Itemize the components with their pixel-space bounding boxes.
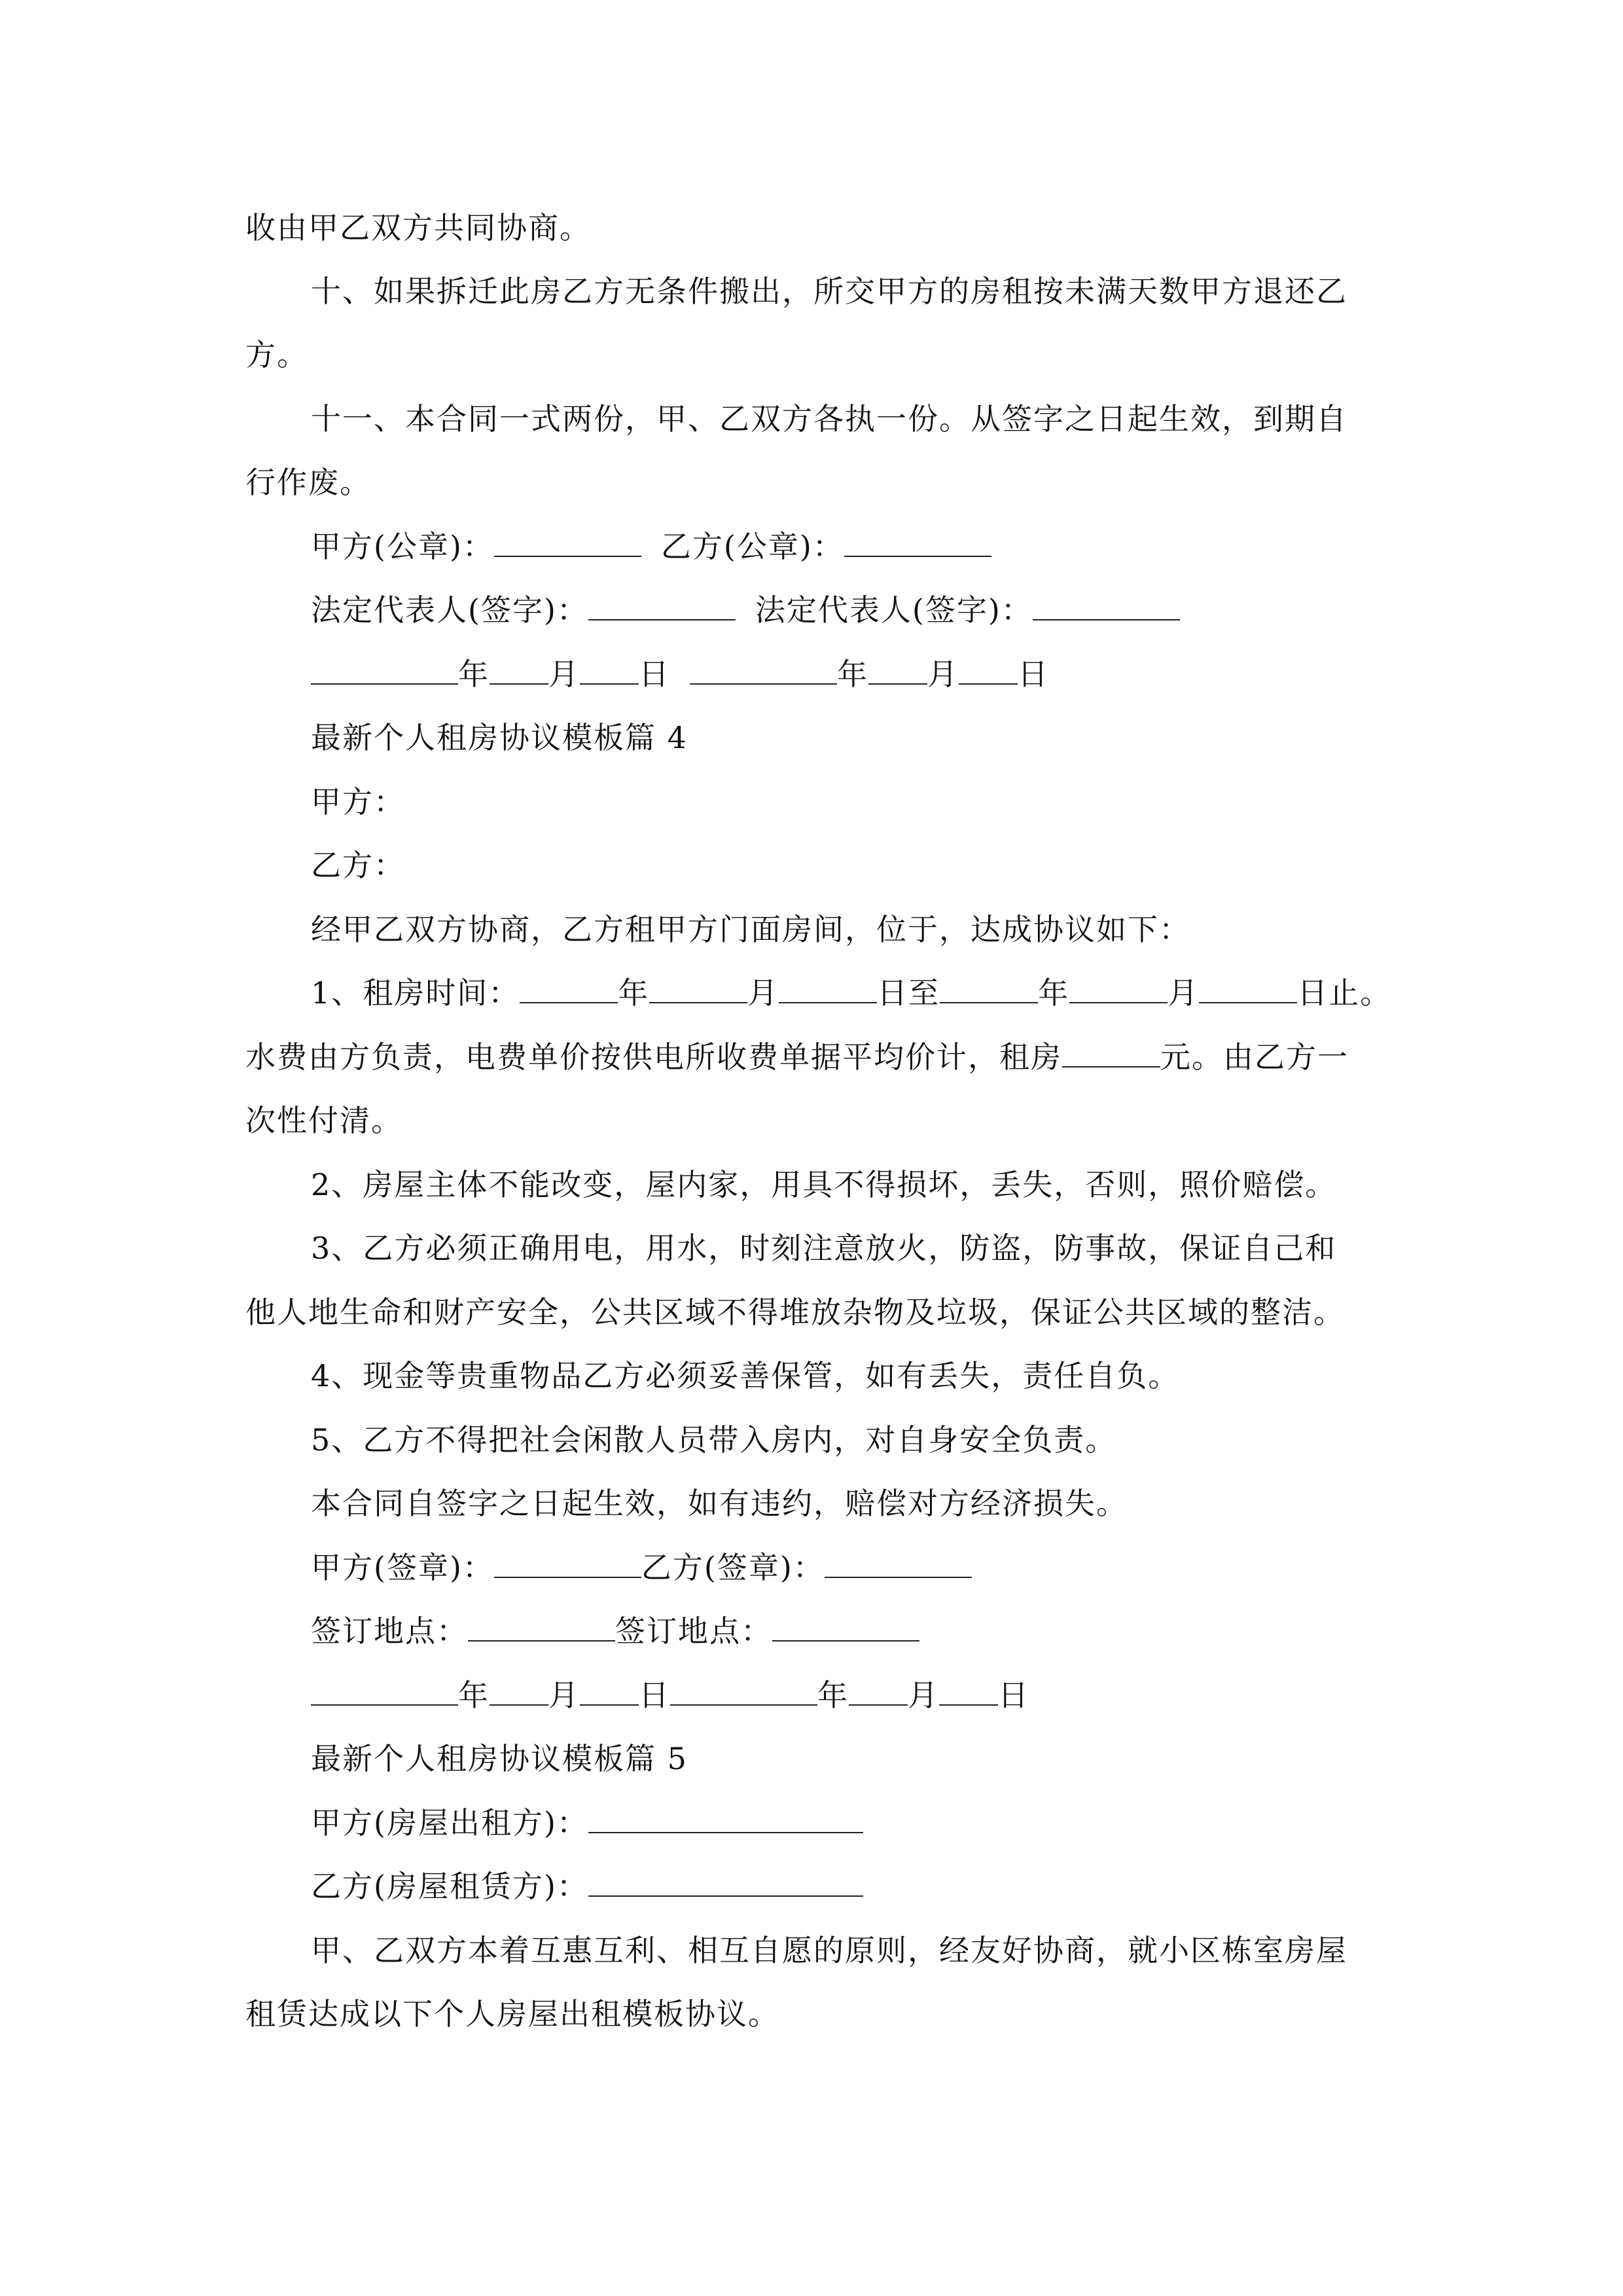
- section-5-intro-line-2: [245, 1994, 779, 2034]
- month-blank[interactable]: [849, 1676, 908, 1706]
- text: 次性付清。: [245, 1103, 402, 1138]
- item-3-line-1: [311, 1229, 1336, 1268]
- section-4-intro: [311, 910, 1190, 949]
- day-blank[interactable]: [580, 655, 639, 685]
- place-b-label: 签订地点：: [615, 1613, 772, 1649]
- clause-11-line-2: [245, 463, 371, 502]
- month-label: 月: [548, 1677, 580, 1713]
- section-4-title: [311, 718, 688, 757]
- text: 方。: [245, 337, 308, 372]
- place-a-label: 签订地点：: [311, 1613, 468, 1649]
- date-line: [311, 655, 1049, 694]
- text: 5、乙方不得把社会闲散人员带入房内，对自身安全负责。: [311, 1422, 1117, 1458]
- day-label: 日: [998, 1677, 1029, 1713]
- year-label: 年: [837, 656, 868, 692]
- start-day-blank[interactable]: [779, 973, 877, 1003]
- text: 4、现金等贵重物品乙方必须妥善保管，如有丢失，责任自负。: [311, 1358, 1180, 1393]
- section-4-party-a: [311, 782, 405, 821]
- section-5-lessee: [311, 1867, 863, 1906]
- text: 2、房屋主体不能改变，屋内家，用具不得损坏，丢失，否则，照价赔偿。: [311, 1167, 1337, 1202]
- text: 行作废。: [245, 465, 371, 500]
- month-label: 月: [927, 656, 959, 692]
- place-b-blank[interactable]: [772, 1611, 919, 1641]
- text: 最新个人租房协议模板篇 4: [311, 720, 688, 755]
- year-blank[interactable]: [311, 655, 458, 685]
- place-a-blank[interactable]: [468, 1611, 615, 1641]
- month-blank[interactable]: [490, 1676, 548, 1706]
- sign-a-label: 甲方(签章)：: [311, 1550, 494, 1585]
- month-blank[interactable]: [868, 655, 927, 685]
- day-blank[interactable]: [580, 1676, 639, 1706]
- item-2: [311, 1165, 1336, 1204]
- start-month-blank[interactable]: [649, 973, 747, 1003]
- year-blank[interactable]: [670, 1676, 817, 1706]
- item-4: [311, 1356, 1179, 1395]
- item-1-line-2: [245, 1037, 1349, 1077]
- year-label: 年: [618, 975, 650, 1011]
- section-5-title: [311, 1739, 688, 1778]
- signature-line: [311, 1548, 972, 1587]
- rent-amount-blank[interactable]: [1062, 1037, 1160, 1067]
- place-line: [311, 1611, 919, 1651]
- start-year-blank[interactable]: [520, 973, 618, 1003]
- year-blank[interactable]: [690, 655, 837, 685]
- text: 1、租房时间：: [311, 975, 520, 1011]
- lessee-blank[interactable]: [588, 1867, 863, 1897]
- rep-b-blank[interactable]: [1033, 590, 1180, 620]
- month-label: 月: [548, 656, 580, 692]
- day-blank[interactable]: [939, 1676, 998, 1706]
- sign-b-label: 乙方(签章)：: [641, 1550, 825, 1585]
- year-label: 年: [458, 1677, 490, 1713]
- item-5: [311, 1420, 1116, 1460]
- rep-b-label: 法定代表人(签字)：: [755, 592, 1033, 628]
- day-label: 日: [639, 656, 670, 692]
- rep-a-label: 法定代表人(签字)：: [311, 592, 588, 628]
- text: 乙方：: [311, 848, 405, 883]
- section-5-lessor: [311, 1803, 863, 1842]
- day-label: 日: [1018, 656, 1049, 692]
- text: 日至: [877, 975, 940, 1011]
- party-a-seal-label: 甲方(公章)：: [311, 529, 494, 564]
- text: 十、如果拆迁此房乙方无条件搬出，所交甲方的房租按未满天数甲方退还乙: [311, 274, 1347, 309]
- month-label: 月: [908, 1677, 939, 1713]
- text: 经甲乙双方协商，乙方租甲方门面房间，位于，达成协议如下：: [311, 912, 1190, 947]
- text: 十一、本合同一式两份，甲、乙双方各执一份。从签字之日起生效，到期自: [311, 401, 1347, 437]
- text: 日止。: [1297, 975, 1392, 1011]
- end-day-blank[interactable]: [1199, 973, 1297, 1003]
- end-month-blank[interactable]: [1069, 973, 1168, 1003]
- text: 水费由方负责，电费单价按供电所收费单据平均价计，租房: [245, 1039, 1062, 1075]
- month-label: 月: [1168, 975, 1200, 1011]
- text: 3、乙方必须正确用电，用水，时刻注意放火，防盗，防事故，保证自己和: [311, 1230, 1337, 1266]
- month-label: 月: [747, 975, 779, 1011]
- text: 他人地生命和财产安全，公共区域不得堆放杂物及垃圾，保证公共区域的整洁。: [245, 1295, 1345, 1330]
- clause-10-line-1: [311, 272, 1347, 311]
- lessor-blank[interactable]: [588, 1803, 863, 1833]
- party-b-seal-label: 乙方(公章)：: [660, 529, 844, 564]
- section-5-intro-line-1: [311, 1931, 1347, 1970]
- lessee-label: 乙方(房屋租赁方)：: [311, 1869, 588, 1904]
- effective-clause: [311, 1484, 1128, 1523]
- year-label: 年: [817, 1677, 849, 1713]
- text: 甲方：: [311, 784, 405, 819]
- year-label: 年: [458, 656, 490, 692]
- party-a-seal-blank[interactable]: [494, 527, 641, 557]
- lessor-label: 甲方(房屋出租方)：: [311, 1805, 588, 1840]
- sign-a-blank[interactable]: [494, 1548, 641, 1578]
- section-4-party-b: [311, 846, 405, 885]
- text: 收由甲乙双方共同协商。: [245, 210, 591, 245]
- day-label: 日: [639, 1677, 670, 1713]
- year-blank[interactable]: [311, 1676, 458, 1706]
- sign-b-blank[interactable]: [825, 1548, 972, 1578]
- text: 元。由乙方一: [1160, 1039, 1349, 1075]
- clause-11-line-1: [311, 399, 1347, 439]
- end-year-blank[interactable]: [940, 973, 1038, 1003]
- rep-a-blank[interactable]: [588, 590, 736, 620]
- seal-line: [311, 527, 991, 566]
- item-1-line-1: [311, 973, 1391, 1013]
- text: 租赁达成以下个人房屋出租模板协议。: [245, 1996, 779, 2032]
- text: 本合同自签字之日起生效，如有违约，赔偿对方经济损失。: [311, 1486, 1128, 1521]
- party-b-seal-blank[interactable]: [844, 527, 991, 557]
- year-label: 年: [1038, 975, 1070, 1011]
- representative-line: [311, 590, 1180, 630]
- text: 甲、乙双方本着互惠互利、相互自愿的原则，经友好协商，就小区栋室房屋: [311, 1933, 1347, 1968]
- item-1-line-3: [245, 1101, 402, 1140]
- text: 最新个人租房协议模板篇 5: [311, 1741, 688, 1776]
- month-blank[interactable]: [490, 655, 548, 685]
- clause-10-line-2: [245, 335, 308, 374]
- date-line-2: [311, 1676, 1029, 1715]
- item-3-line-2: [245, 1293, 1345, 1332]
- paragraph-continuation: [245, 208, 591, 247]
- day-blank[interactable]: [959, 655, 1018, 685]
